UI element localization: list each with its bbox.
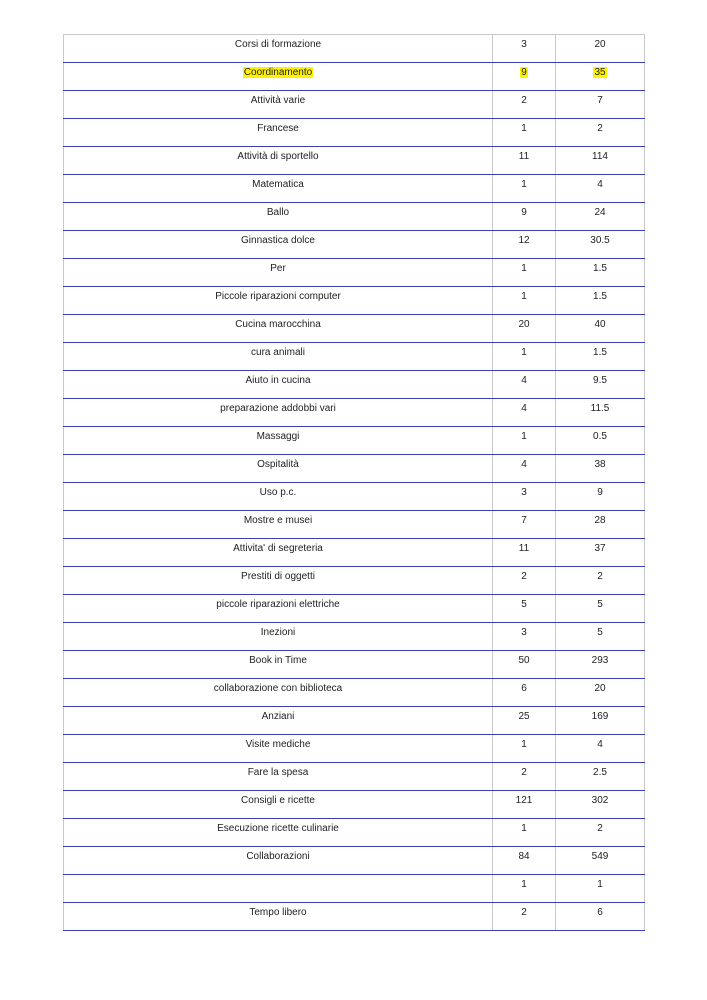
activity-name-cell-text: Massaggi xyxy=(256,431,300,442)
table-row xyxy=(64,511,645,539)
activity-name-cell-text: Piccole riparazioni computer xyxy=(215,291,341,302)
table-row xyxy=(64,651,645,679)
activity-name-cell xyxy=(64,707,493,735)
hours-cell-text: 549 xyxy=(591,851,609,862)
count-cell xyxy=(493,175,556,203)
hours-cell xyxy=(556,679,645,707)
table-row xyxy=(64,455,645,483)
activity-name-cell xyxy=(64,35,493,63)
activity-name-cell-text: Attività varie xyxy=(250,95,306,106)
activity-name-cell-text: Prestiti di oggetti xyxy=(241,571,315,582)
count-cell xyxy=(493,623,556,651)
activity-name-cell-text: Attivita' di segreteria xyxy=(233,543,323,554)
activity-name-cell-text: Mostre e musei xyxy=(243,515,313,526)
activity-name-cell xyxy=(64,847,493,875)
count-cell-text: 9 xyxy=(521,67,527,78)
hours-cell-text: 2.5 xyxy=(593,767,607,778)
table-row xyxy=(64,763,645,791)
table-row xyxy=(64,735,645,763)
count-cell-text: 1 xyxy=(521,347,527,358)
activity-name-cell xyxy=(64,371,493,399)
activity-name-cell-text: Uso p.c. xyxy=(259,487,297,498)
activity-name-cell xyxy=(64,511,493,539)
hours-cell xyxy=(556,595,645,623)
count-cell xyxy=(493,903,556,931)
count-cell xyxy=(493,63,556,91)
activity-name-cell xyxy=(64,623,493,651)
activity-name-cell xyxy=(64,91,493,119)
hours-cell xyxy=(556,707,645,735)
activity-name-cell xyxy=(64,651,493,679)
hours-cell xyxy=(556,819,645,847)
count-cell xyxy=(493,427,556,455)
count-cell xyxy=(493,91,556,119)
activity-name-cell-text: Consigli e ricette xyxy=(241,795,315,806)
count-cell xyxy=(493,399,556,427)
table-row xyxy=(64,903,645,931)
activity-name-cell-text: Ballo xyxy=(266,207,290,218)
count-cell-text: 1 xyxy=(521,879,527,890)
hours-cell xyxy=(556,259,645,287)
count-cell xyxy=(493,875,556,903)
activity-name-cell xyxy=(64,875,493,903)
table-row xyxy=(64,539,645,567)
activity-table xyxy=(63,34,645,931)
hours-cell xyxy=(556,91,645,119)
hours-cell-text: 2 xyxy=(597,823,603,834)
count-cell-text: 121 xyxy=(515,795,533,806)
hours-cell xyxy=(556,651,645,679)
count-cell-text: 3 xyxy=(521,627,527,638)
table-row xyxy=(64,875,645,903)
count-cell-text: 2 xyxy=(521,767,527,778)
count-cell xyxy=(493,707,556,735)
count-cell xyxy=(493,679,556,707)
table-row xyxy=(64,315,645,343)
hours-cell-text: 5 xyxy=(597,599,603,610)
count-cell xyxy=(493,819,556,847)
hours-cell-text: 9 xyxy=(597,487,603,498)
activity-name-cell xyxy=(64,567,493,595)
count-cell-text: 11 xyxy=(518,543,530,554)
table-row xyxy=(64,203,645,231)
count-cell-text: 4 xyxy=(521,375,527,386)
activity-name-cell-text: Esecuzione ricette culinarie xyxy=(217,823,339,834)
activity-name-cell xyxy=(64,763,493,791)
hours-cell xyxy=(556,735,645,763)
count-cell xyxy=(493,791,556,819)
hours-cell-text: 1 xyxy=(597,879,603,890)
activity-name-cell-text: Book in Time xyxy=(249,655,307,666)
count-cell xyxy=(493,455,556,483)
hours-cell-text: 20 xyxy=(594,683,606,694)
activity-name-cell-text: Anziani xyxy=(261,711,295,722)
activity-name-cell xyxy=(64,455,493,483)
count-cell xyxy=(493,371,556,399)
activity-name-cell xyxy=(64,483,493,511)
activity-name-cell xyxy=(64,399,493,427)
activity-name-cell-text: Per xyxy=(270,263,286,274)
hours-cell-text: 4 xyxy=(597,739,603,750)
activity-name-cell xyxy=(64,63,493,91)
count-cell-text: 50 xyxy=(518,655,530,666)
table-row xyxy=(64,791,645,819)
table-row xyxy=(64,399,645,427)
table-row xyxy=(64,147,645,175)
hours-cell-text: 2 xyxy=(597,123,603,134)
table-row xyxy=(64,35,645,63)
activity-name-cell xyxy=(64,147,493,175)
table-row xyxy=(64,343,645,371)
hours-cell xyxy=(556,483,645,511)
count-cell-text: 3 xyxy=(521,487,527,498)
hours-cell-text: 30.5 xyxy=(590,235,610,246)
hours-cell-text: 0.5 xyxy=(593,431,607,442)
count-cell-text: 2 xyxy=(521,907,527,918)
hours-cell-text: 40 xyxy=(594,319,606,330)
activity-name-cell xyxy=(64,259,493,287)
count-cell xyxy=(493,259,556,287)
count-cell-text: 20 xyxy=(518,319,530,330)
count-cell-text: 2 xyxy=(521,95,527,106)
activity-name-cell xyxy=(64,119,493,147)
count-cell-text: 5 xyxy=(521,599,527,610)
activity-name-cell-text: Aiuto in cucina xyxy=(245,375,311,386)
activity-name-cell xyxy=(64,679,493,707)
hours-cell xyxy=(556,427,645,455)
hours-cell xyxy=(556,35,645,63)
count-cell-text: 7 xyxy=(521,515,527,526)
table-row xyxy=(64,567,645,595)
table-row xyxy=(64,679,645,707)
count-cell-text: 11 xyxy=(518,151,530,162)
hours-cell xyxy=(556,875,645,903)
activity-name-cell-text: Inezioni xyxy=(260,627,296,638)
hours-cell xyxy=(556,567,645,595)
activity-name-cell xyxy=(64,735,493,763)
activity-name-cell xyxy=(64,903,493,931)
hours-cell xyxy=(556,455,645,483)
hours-cell xyxy=(556,903,645,931)
count-cell-text: 1 xyxy=(521,263,527,274)
count-cell-text: 4 xyxy=(521,459,527,470)
count-cell-text: 25 xyxy=(518,711,530,722)
hours-cell-text: 20 xyxy=(594,39,606,50)
activity-name-cell-text: Fare la spesa xyxy=(247,767,309,778)
table-row xyxy=(64,623,645,651)
count-cell-text: 3 xyxy=(521,39,527,50)
hours-cell-text: 114 xyxy=(592,151,608,162)
table-row xyxy=(64,707,645,735)
hours-cell xyxy=(556,623,645,651)
count-cell-text: 1 xyxy=(521,123,527,134)
count-cell xyxy=(493,595,556,623)
count-cell-text: 1 xyxy=(521,179,527,190)
table-row xyxy=(64,371,645,399)
table-row xyxy=(64,483,645,511)
activity-name-cell-text: Collaborazioni xyxy=(246,851,310,862)
hours-cell-text: 6 xyxy=(597,907,603,918)
count-cell xyxy=(493,539,556,567)
hours-cell xyxy=(556,147,645,175)
hours-cell-text: 4 xyxy=(597,179,603,190)
hours-cell-text: 2 xyxy=(597,571,603,582)
hours-cell xyxy=(556,175,645,203)
hours-cell xyxy=(556,791,645,819)
activity-name-cell-text: collaborazione con biblioteca xyxy=(213,683,343,694)
activity-name-cell xyxy=(64,315,493,343)
count-cell xyxy=(493,651,556,679)
activity-name-cell-text: Corsi di formazione xyxy=(234,39,322,50)
hours-cell xyxy=(556,511,645,539)
activity-name-cell-text: Cucina marocchina xyxy=(235,319,321,330)
count-cell-text: 1 xyxy=(521,739,527,750)
table-row xyxy=(64,287,645,315)
count-cell-text: 9 xyxy=(521,207,527,218)
activity-name-cell-text: cura animali xyxy=(251,347,305,358)
count-cell xyxy=(493,483,556,511)
hours-cell xyxy=(556,763,645,791)
count-cell xyxy=(493,763,556,791)
count-cell xyxy=(493,567,556,595)
count-cell-text: 6 xyxy=(521,683,527,694)
count-cell xyxy=(493,231,556,259)
hours-cell-text: 293 xyxy=(591,655,609,666)
activity-name-cell-text: preparazione addobbi vari xyxy=(220,403,336,414)
hours-cell-text: 5 xyxy=(597,627,603,638)
count-cell-text: 1 xyxy=(521,823,527,834)
activity-name-cell xyxy=(64,175,493,203)
count-cell xyxy=(493,847,556,875)
activity-name-cell-text: Tempo libero xyxy=(249,907,307,918)
count-cell-text: 1 xyxy=(521,291,527,302)
hours-cell-text: 7 xyxy=(597,95,603,106)
activity-name-cell-text: Visite mediche xyxy=(245,739,311,750)
hours-cell-text: 169 xyxy=(591,711,609,722)
hours-cell xyxy=(556,287,645,315)
activity-name-cell xyxy=(64,427,493,455)
activity-name-cell xyxy=(64,203,493,231)
hours-cell xyxy=(556,231,645,259)
activity-name-cell-text: Coordinamento xyxy=(243,67,313,78)
table-row xyxy=(64,231,645,259)
activity-name-cell-text: piccole riparazioni elettriche xyxy=(216,599,340,610)
activity-name-cell-text: Francese xyxy=(257,123,299,134)
table-row xyxy=(64,119,645,147)
activity-name-cell-text: Matematica xyxy=(252,179,304,190)
count-cell xyxy=(493,147,556,175)
count-cell-text: 1 xyxy=(521,431,527,442)
count-cell-text: 4 xyxy=(521,403,527,414)
hours-cell-text: 9.5 xyxy=(593,375,607,386)
activity-name-cell xyxy=(64,539,493,567)
hours-cell-text: 24 xyxy=(594,207,606,218)
count-cell xyxy=(493,287,556,315)
hours-cell-text: 302 xyxy=(591,795,609,806)
hours-cell-text: 1.5 xyxy=(593,263,607,274)
activity-name-cell xyxy=(64,343,493,371)
hours-cell-text: 38 xyxy=(594,459,606,470)
count-cell-text: 84 xyxy=(518,851,530,862)
table-row xyxy=(64,91,645,119)
hours-cell-text: 11.5 xyxy=(590,403,610,414)
hours-cell xyxy=(556,399,645,427)
count-cell xyxy=(493,511,556,539)
hours-cell xyxy=(556,371,645,399)
table-row xyxy=(64,175,645,203)
count-cell xyxy=(493,315,556,343)
activity-name-cell-text: Attività di sportello xyxy=(237,151,319,162)
activity-name-cell-text: Ginnastica dolce xyxy=(241,235,315,246)
hours-cell-text: 35 xyxy=(594,67,606,78)
hours-cell-text: 1.5 xyxy=(593,291,607,302)
count-cell xyxy=(493,343,556,371)
activity-name-cell xyxy=(64,287,493,315)
count-cell-text: 12 xyxy=(518,235,530,246)
activity-table-body xyxy=(64,35,645,931)
activity-name-cell-text: Ospitalità xyxy=(257,459,299,470)
table-row xyxy=(64,819,645,847)
hours-cell-text: 1.5 xyxy=(593,347,607,358)
count-cell-text: 2 xyxy=(521,571,527,582)
activity-name-cell xyxy=(64,819,493,847)
hours-cell xyxy=(556,315,645,343)
activity-name-cell xyxy=(64,791,493,819)
hours-cell xyxy=(556,343,645,371)
table-row xyxy=(64,259,645,287)
table-row xyxy=(64,595,645,623)
hours-cell-text: 28 xyxy=(594,515,606,526)
hours-cell xyxy=(556,63,645,91)
hours-cell-text: 37 xyxy=(594,543,606,554)
activity-name-cell xyxy=(64,595,493,623)
activity-name-cell xyxy=(64,231,493,259)
table-row xyxy=(64,847,645,875)
count-cell xyxy=(493,735,556,763)
hours-cell xyxy=(556,847,645,875)
hours-cell xyxy=(556,203,645,231)
table-row xyxy=(64,63,645,91)
count-cell xyxy=(493,35,556,63)
hours-cell xyxy=(556,539,645,567)
count-cell xyxy=(493,119,556,147)
hours-cell xyxy=(556,119,645,147)
count-cell xyxy=(493,203,556,231)
table-row xyxy=(64,427,645,455)
